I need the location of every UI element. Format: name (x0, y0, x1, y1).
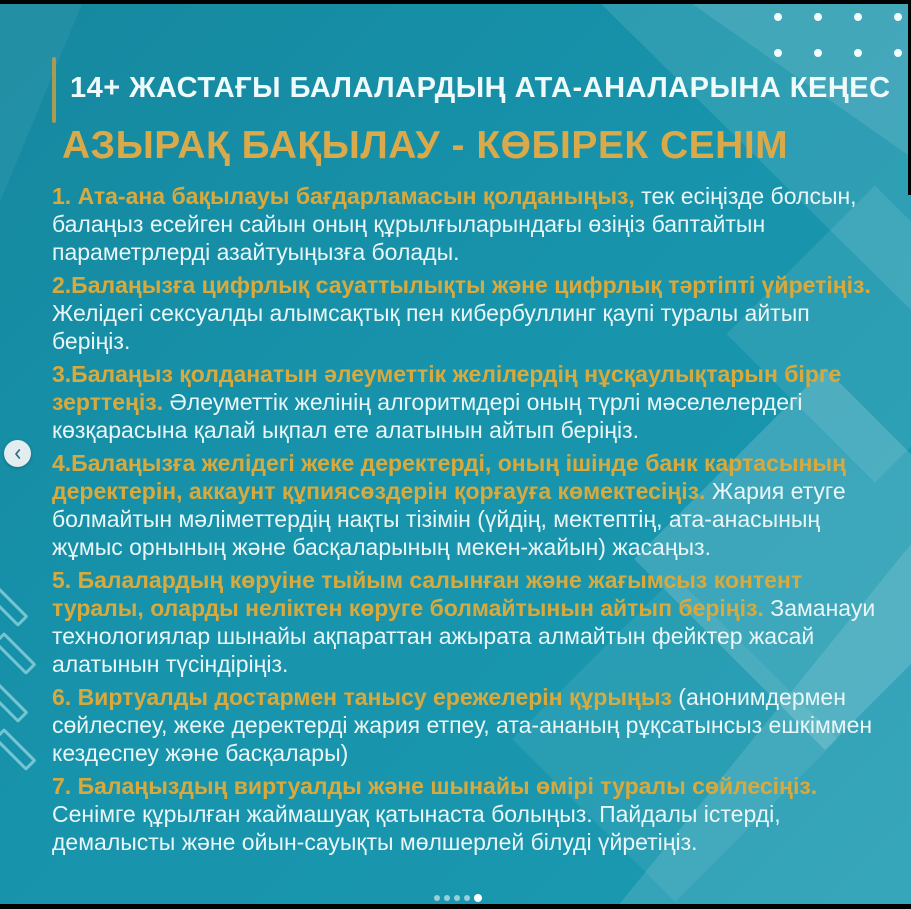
advice-item (52, 271, 876, 355)
page-title: АЗЫРАҚ БАҚЫЛАУ - КӨБІРЕК СЕНІМ (62, 124, 789, 167)
advice-lead-text: 7. Балаңыздың виртуалды және шынайы өмірі туралы сөйлесіңіз. (52, 773, 818, 799)
decor-dot (854, 49, 862, 57)
advice-body-text: (анонимдермен сөйлеспеу, жеке деректерді жария етпеу, ата-ананың рұқсатынсыз ешкіммен кездеспеу және басқалары) (52, 684, 873, 766)
decor-dot (814, 49, 822, 57)
advice-item (52, 683, 876, 767)
chevron-stripe (0, 680, 29, 723)
advice-item (52, 182, 876, 266)
carousel-prev-button[interactable] (4, 440, 31, 467)
carousel-dots (434, 894, 482, 902)
advice-lead-text: 4.Балаңызға желідегі жеке деректерді, оның ішінде банк картасының деректерін, аккаунт құпиясөздерін қорғауға көмектесіңіз. (52, 450, 846, 504)
top-letterbox-bar (0, 0, 911, 4)
advice-lead-text: 1. Ата-ана бақылауы бағдарламасын қолданыңыз, (52, 183, 635, 209)
decor-dot (774, 13, 782, 21)
decor-dot (774, 49, 782, 57)
advice-lead-text: 6. Виртуалды достармен танысу ережелерін құрыңыз (52, 684, 672, 710)
chevron-stripe (0, 632, 37, 675)
advice-body-text: Заманауи технологиялар шынайы ақпараттан ажырата алмайтын фейктер жасай алатынын түсіндіріңіз. (52, 595, 876, 677)
advice-lead-text: 5. Балалардың көруіне тыйым салынған және жағымсыз контент туралы, оларды неліктен көруге болмайтынын айтып беріңіз. (52, 567, 803, 621)
dot-grid-decoration (774, 13, 902, 57)
advice-body-text: Сенімге құрылған жаймашуақ қатынаста болыңыз. Пайдалы істерді, демалысты және ойын-сауықты мөлшерлей білуді үйретіңіз. (52, 801, 781, 855)
chevron-stripe (0, 584, 29, 627)
advice-body-text: Әлеуметтік желінің алгоритмдері оның түрлі мәселелердегі көзқарасына қалай ықпал ете алатынын айтып беріңіз. (52, 389, 803, 443)
carousel-dot[interactable] (434, 895, 440, 901)
advice-lead-text: 2.Балаңызға цифрлық сауаттылықты және цифрлық тәртіпті үйретіңіз. (52, 272, 871, 298)
chevron-stripe (0, 728, 37, 771)
advice-item (52, 449, 876, 561)
advice-item (52, 566, 876, 678)
advice-body-text: тек есіңізде болсын, балаңыз есейген сайын оның құрылғыларындағы өзіңіз баптайтын параметрлерді азайтуыңызға болады. (52, 183, 857, 265)
advice-item (52, 772, 876, 856)
header-kicker: 14+ ЖАСТАҒЫ БАЛАЛАРДЫҢ АТА-АНАЛАРЫНА КЕҢЕС (70, 72, 891, 104)
bottom-letterbox-bar (0, 904, 911, 909)
advice-list (52, 182, 876, 861)
title-accent-bar (52, 57, 56, 123)
advice-item (52, 360, 876, 444)
advice-lead-text: 3.Балаңыз қолданатын әлеуметтік желілердің нұсқаулықтарын бірге зерттеңіз. (52, 361, 842, 415)
carousel-dot-active[interactable] (474, 894, 482, 902)
decor-dot (894, 13, 902, 21)
decor-dot (894, 49, 902, 57)
chevron-left-icon (10, 446, 26, 462)
poster-background (0, 4, 911, 904)
carousel-dot[interactable] (444, 895, 450, 901)
advice-body-text: Жария етуге болмайтын мәліметтердің нақты тізімін (үйдің, мектептің, ата-анасының жұмыс орнының және басқаларының мекен-жайын) жасаңыз. (52, 478, 846, 560)
decor-dot (814, 13, 822, 21)
carousel-dot[interactable] (454, 895, 460, 901)
carousel-dot[interactable] (464, 895, 470, 901)
decor-dot (854, 13, 862, 21)
advice-body-text: Желідегі сексуалды алымсақтық пен кибербуллинг қаупі туралы айтып беріңіз. (52, 300, 810, 354)
